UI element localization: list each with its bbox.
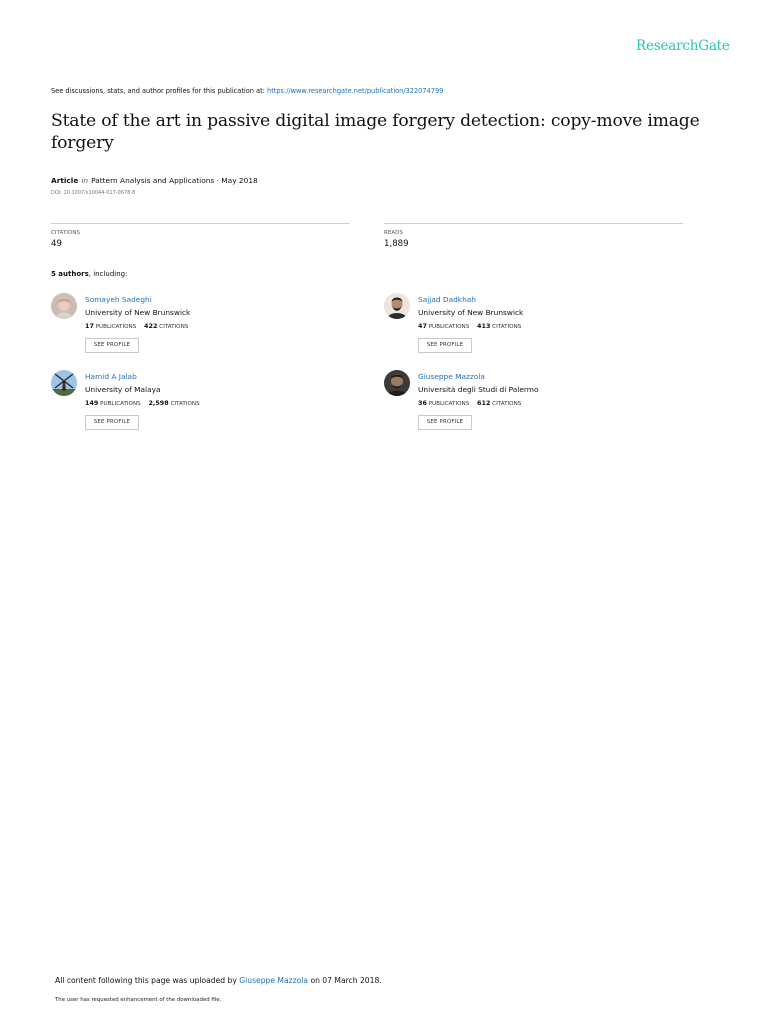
publications-label: PUBLICATIONS (428, 401, 470, 407)
female-portrait-avatar[interactable] (51, 293, 77, 319)
in-word: in (81, 176, 89, 185)
publications-label: PUBLICATIONS (95, 324, 137, 330)
article-meta (51, 176, 258, 185)
author-card (384, 293, 684, 355)
upload-prefix: All content following this page was uploaded by (55, 976, 237, 985)
article-type: Article (51, 176, 79, 185)
citations-label: CITATIONS (492, 324, 522, 330)
uploader-link[interactable]: Giuseppe Mazzola (239, 976, 309, 985)
discussion-prefix: See discussions, stats, and author profiles for this publication at: (51, 87, 265, 95)
male-portrait-avatar[interactable] (384, 370, 410, 396)
author-stats (85, 322, 188, 330)
male-portrait-avatar[interactable] (384, 293, 410, 319)
reads-label: READS (384, 230, 403, 236)
article-doi: DOI: 10.1007/s10044-017-0678-8 (51, 190, 136, 196)
author-name[interactable]: Giuseppe Mazzola (418, 372, 485, 381)
journal-date: Pattern Analysis and Applications · May 2018 (91, 176, 258, 185)
discussion-line (51, 87, 443, 95)
publications-label: PUBLICATIONS (428, 324, 470, 330)
author-card (384, 370, 684, 432)
windmill-avatar[interactable] (51, 370, 77, 396)
citations-value: 49 (51, 239, 62, 249)
citations-divider (51, 223, 350, 224)
publications-count: 47 (418, 322, 427, 330)
authors-count: 5 authors (51, 270, 89, 278)
author-card (51, 370, 351, 432)
citations-count: 413 (477, 322, 491, 330)
publications-count: 36 (418, 399, 427, 407)
author-stats (85, 399, 200, 407)
reads-divider (384, 223, 683, 224)
publication-link[interactable]: https://www.researchgate.net/publication/322074799 (267, 87, 444, 95)
citations-label: CITATIONS (170, 401, 200, 407)
upload-suffix: on 07 March 2018. (310, 976, 382, 985)
authors-heading (51, 270, 127, 278)
author-institution: University of New Brunswick (85, 308, 191, 317)
author-card (51, 293, 351, 355)
author-stats (418, 399, 521, 407)
author-institution: Università degli Studi di Palermo (418, 385, 539, 394)
see-profile-button[interactable]: SEE PROFILE (85, 415, 139, 430)
author-institution: University of New Brunswick (418, 308, 524, 317)
citations-label: CITATIONS (159, 324, 189, 330)
author-stats (418, 322, 521, 330)
upload-note (55, 976, 382, 985)
article-title: State of the art in passive digital image forgery detection: copy-move image forgery (51, 111, 700, 153)
see-profile-button[interactable]: SEE PROFILE (418, 338, 472, 353)
citations-count: 612 (477, 399, 491, 407)
reads-value: 1,889 (384, 239, 409, 249)
author-institution: University of Malaya (85, 385, 161, 394)
citations-count: 422 (144, 322, 158, 330)
citations-label: CITATIONS (51, 230, 80, 236)
citations-label: CITATIONS (492, 401, 522, 407)
publications-count: 149 (85, 399, 99, 407)
see-profile-button[interactable]: SEE PROFILE (85, 338, 139, 353)
author-name[interactable]: Sajjad Dadkhah (418, 295, 476, 304)
publications-count: 17 (85, 322, 94, 330)
see-profile-button[interactable]: SEE PROFILE (418, 415, 472, 430)
author-name[interactable]: Hamid A Jalab (85, 372, 137, 381)
citations-count: 2,598 (148, 399, 169, 407)
publications-label: PUBLICATIONS (100, 401, 141, 407)
author-name[interactable]: Somayeh Sadeghi (85, 295, 152, 304)
enhancement-note: The user has requested enhancement of the downloaded file. (55, 997, 222, 1003)
researchgate-logo[interactable]: ResearchGate (636, 38, 730, 54)
authors-suffix: , including: (88, 270, 128, 278)
